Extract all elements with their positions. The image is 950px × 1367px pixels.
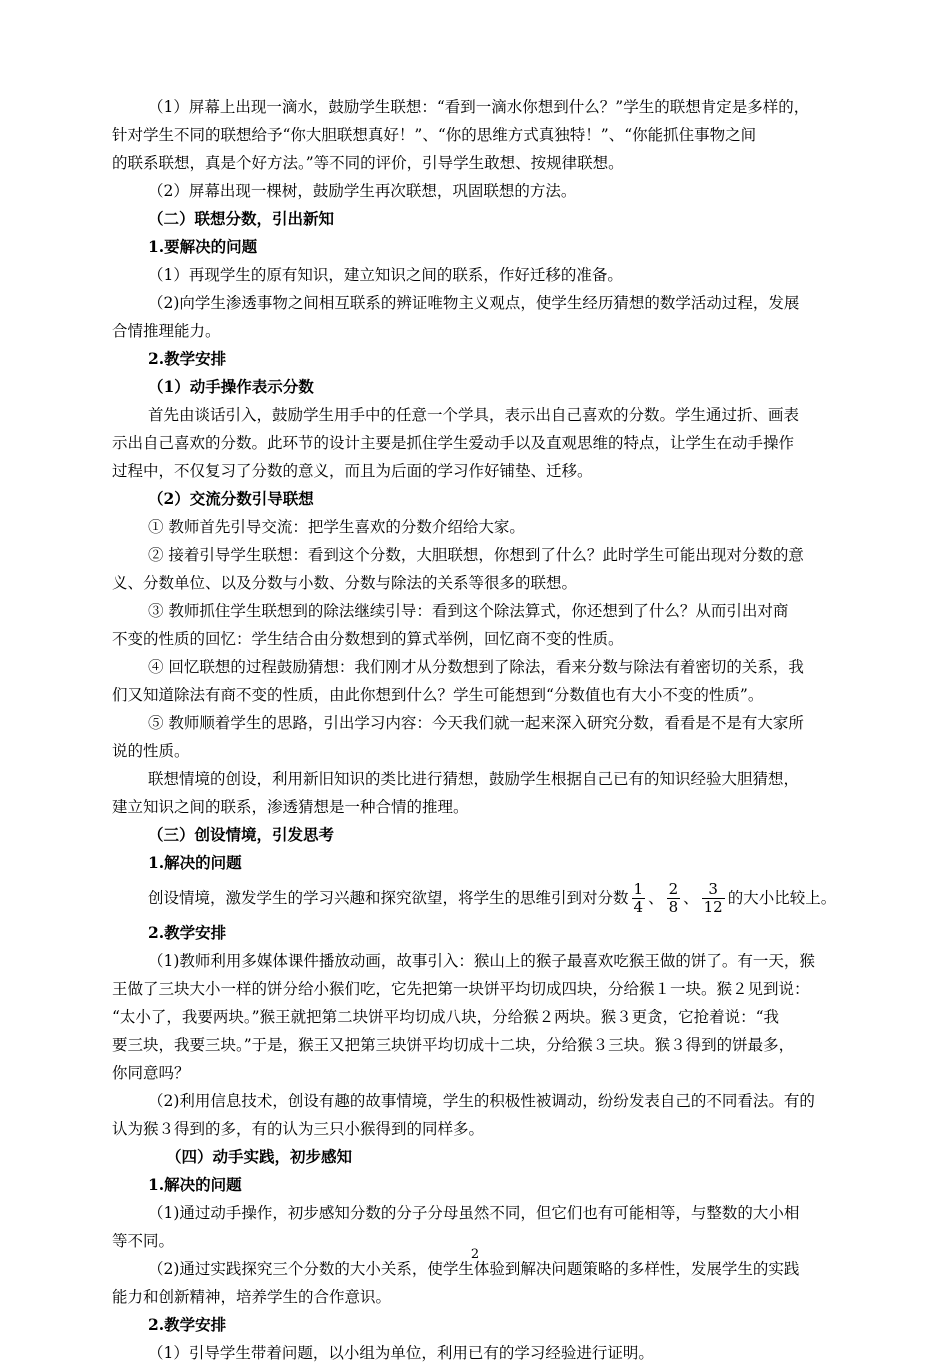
- list-item: ⑤ 教师顺着学生的思路，引出学习内容：今天我们就一起来深入研究分数，看看是不是有大家所: [148, 714, 804, 732]
- subsection-heading: 2.教学安排: [148, 923, 227, 942]
- paragraph-line: （2)利用信息技术，创设有趣的故事情境，学生的积极性被调动，纷纷发表自己的不同看法。有的: [148, 1092, 815, 1110]
- subsubsection-heading: （1）动手操作表示分数: [148, 377, 314, 396]
- list-item-continued: 义、分数单位、以及分数与小数、分数与除法的关系等很多的联想。: [112, 574, 578, 592]
- paragraph-line: （1）引导学生带着问题，以小组为单位，利用已有的学习经验进行证明。: [148, 1344, 654, 1362]
- subsection-heading: 2.教学安排: [148, 1315, 227, 1334]
- paragraph-line: 你同意吗？: [112, 1064, 190, 1082]
- list-item-continued: 不变的性质的回忆：学生结合由分数想到的算式举例，回忆商不变的性质。: [112, 630, 624, 648]
- paragraph-line: “太小了，我要两块。”猴王就把第二块饼平均切成八块，分给猴２两块。猴３更贪，它抢着说：“我: [112, 1008, 780, 1026]
- paragraph-line: （2)向学生渗透事物之间相互联系的辨证唯物主义观点，使学生经历猜想的数学活动过程，发展: [148, 294, 800, 312]
- fraction-2-8: [667, 881, 681, 916]
- paragraph-line: （1)教师利用多媒体课件播放动画，故事引入：猴山上的猴子最喜欢吃猴王做的饼了。有一天，猴: [148, 952, 815, 970]
- paragraph-line: 王做了三块大小一样的饼分给小猴们吃，它先把第一块饼平均切成四块，分给猴１一块。猴２见到说：: [112, 980, 810, 998]
- fraction-denominator: 4: [633, 897, 644, 916]
- subsection-heading: 1.解决的问题: [148, 1175, 242, 1194]
- paragraph-line: （1）再现学生的原有知识，建立知识之间的联系，作好迁移的准备。: [148, 266, 623, 284]
- paragraph-line: 要三块，我要三块。”于是，猴王又把第三块饼平均切成十二块，分给猴３三块。猴３得到的饼最多，: [112, 1036, 795, 1054]
- fraction-denominator: 8: [668, 897, 679, 916]
- subsection-heading: 2.教学安排: [148, 349, 227, 368]
- list-item: ④ 回忆联想的过程鼓励猜想：我们刚才从分数想到了除法，看来分数与除法有着密切的关系，我: [148, 658, 804, 676]
- fraction-numerator: 3: [708, 879, 718, 898]
- fraction-1-4: [632, 881, 646, 916]
- document-body: [112, 93, 844, 1367]
- paragraph-line: （2)通过实践探究三个分数的大小关系，使学生体验到解决问题策略的多样性，发展学生的实践: [148, 1260, 800, 1278]
- fraction-3-12: [702, 881, 725, 916]
- paragraph-line: （1）屏幕上出现一滴水，鼓励学生联想：“看到一滴水你想到什么？”学生的联想肯定是多样的，: [148, 98, 810, 116]
- paragraph-line: 建立知识之间的联系，渗透猜想是一种合情的推理。: [112, 798, 469, 816]
- paragraph-line: 过程中，不仅复习了分数的意义，而且为后面的学习作好铺垫、迁移。: [112, 462, 593, 480]
- paragraph-line: 首先由谈话引入，鼓励学生用手中的任意一个学具，表示出自己喜欢的分数。学生通过折、画表: [148, 406, 800, 424]
- paragraph-line: 的联系联想，真是个好方法。”等不同的评价，引导学生敢想、按规律联想。: [112, 154, 624, 172]
- paragraph-line: （1)通过动手操作，初步感知分数的分子分母虽然不同，但它们也有可能相等，与整数的大小相: [148, 1204, 800, 1222]
- separator: 、: [683, 889, 699, 907]
- paragraph-text: 创设情境，激发学生的学习兴趣和探究欲望，将学生的思维引到对分数: [148, 889, 629, 907]
- paragraph-line: 能力和创新精神，培养学生的合作意识。: [112, 1288, 392, 1306]
- section-heading: （二）联想分数，引出新知: [148, 209, 335, 228]
- fraction-line: [112, 877, 844, 919]
- paragraph-line: 针对学生不同的联想给予“你大胆联想真好！”、“你的思维方式真独特！”、“你能抓住事物之间: [112, 126, 757, 144]
- paragraph-line: 等不同。: [112, 1232, 175, 1250]
- paragraph-line: 示出自己喜欢的分数。此环节的设计主要是抓住学生爱动手以及直观思维的特点，让学生在动手操作: [112, 434, 795, 452]
- list-item-continued: 们又知道除法有商不变的性质，由此你想到什么？学生可能想到“分数值也有大小不变的性质”。: [112, 686, 764, 704]
- list-item: ② 接着引导学生联想：看到这个分数，大胆联想，你想到了什么？此时学生可能出现对分数的意: [148, 546, 804, 564]
- list-item-continued: 说的性质。: [112, 742, 190, 760]
- section-heading: （四）动手实践，初步感知: [166, 1147, 353, 1166]
- separator: 、: [648, 889, 664, 907]
- section-heading: （三）创设情境，引发思考: [148, 825, 335, 844]
- page-number: 2: [470, 1247, 480, 1262]
- fraction-numerator: 1: [633, 879, 644, 898]
- list-item: ③ 教师抓住学生联想到的除法继续引导：看到这个除法算式，你还想到了什么？从而引出对商: [148, 602, 789, 620]
- paragraph-line: 联想情境的创设，利用新旧知识的类比进行猜想，鼓励学生根据自己已有的知识经验大胆猜想，: [148, 770, 800, 788]
- paragraph-line: 认为猴３得到的多，有的认为三只小猴得到的同样多。: [112, 1120, 485, 1138]
- subsection-heading: 1.要解决的问题: [148, 237, 258, 256]
- paragraph-line: 合情推理能力。: [112, 322, 221, 340]
- subsubsection-heading: （2）交流分数引导联想: [148, 489, 314, 508]
- fraction-denominator: 12: [703, 897, 723, 916]
- paragraph-line: （2）屏幕出现一棵树，鼓励学生再次联想，巩固联想的方法。: [148, 182, 577, 200]
- list-item: ① 教师首先引导交流：把学生喜欢的分数介绍给大家。: [148, 518, 525, 536]
- fraction-numerator: 2: [668, 879, 679, 898]
- paragraph-text: 的大小比较上。: [727, 889, 837, 907]
- subsection-heading: 1.解决的问题: [148, 853, 242, 872]
